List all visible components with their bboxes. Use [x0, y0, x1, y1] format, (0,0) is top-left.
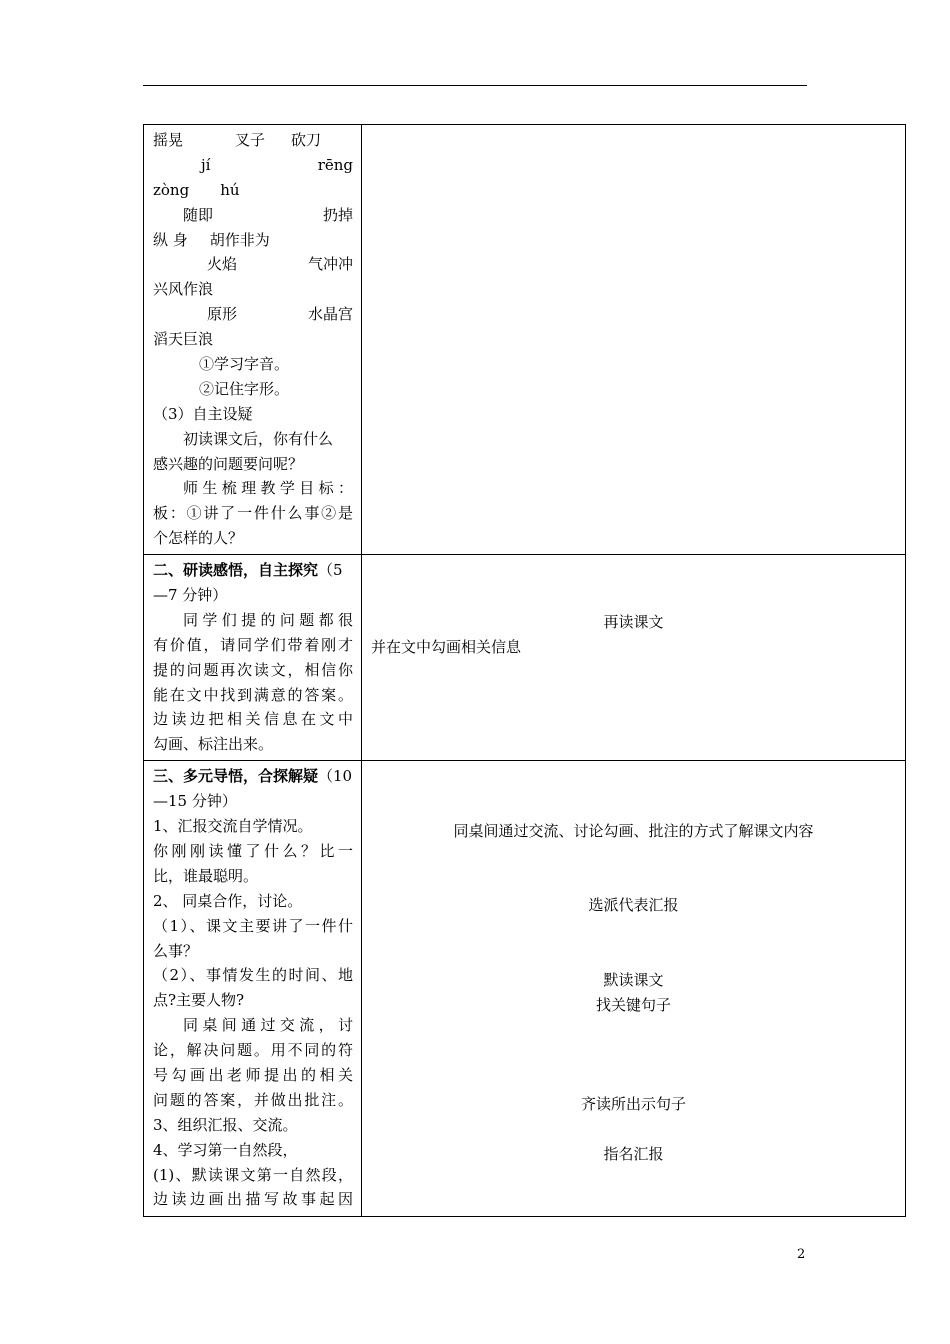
vocab-word: 摇晃 [153, 131, 184, 149]
paragraph-line: 号勾画出老师提出的相关 [153, 1065, 353, 1084]
student-activity-text: 齐读所出示句子 [580, 1095, 686, 1114]
paragraph-line: 3、组织汇报、交流。 [153, 1115, 298, 1134]
paragraph-line: (1)、默读课文第一自然段， [153, 1165, 353, 1184]
vocab-line [153, 203, 353, 228]
student-activity-text: 默读课文 [603, 971, 664, 990]
student-activity-text: 同桌间通过交流、讨论勾画、批注的方式了解课文内容 [453, 822, 814, 841]
vocab-word: 水晶宫 [307, 305, 353, 324]
teacher-activity-cell [144, 555, 362, 761]
vocab-line [153, 327, 353, 352]
pinyin-line [153, 153, 353, 178]
section-heading [153, 764, 353, 789]
table-row [144, 555, 906, 761]
paragraph-line: 个怎样的人？ [153, 529, 244, 548]
section-heading-time: （10 [318, 767, 353, 786]
table-row [144, 761, 906, 1217]
paragraph-line: 有价值，请同学们带着刚才 [153, 635, 353, 654]
paragraph-line: 问题的答案，并做出批注。 [153, 1090, 353, 1109]
pinyin: rēng [317, 155, 353, 174]
section-heading [153, 558, 353, 583]
pinyin: hú [220, 180, 240, 199]
section-heading-title: 三、多元导悟，合探解疑 [153, 767, 319, 786]
paragraph-line: 4、学习第一自然段， [153, 1140, 298, 1159]
paragraph-line: （1）、课文主要讲了一件什 [153, 916, 353, 935]
paragraph-line: （2）、事情发生的时间、地 [153, 966, 353, 985]
vocab-line [153, 128, 353, 153]
paragraph-line: 同桌间通过交流，讨 [183, 1016, 353, 1035]
student-activity-cell [362, 761, 906, 1217]
teacher-activity-cell [144, 761, 362, 1217]
vocab-word: 砍刀 [291, 131, 322, 149]
page-number: 2 [797, 1247, 806, 1262]
section-heading-time: —7 分钟） [153, 586, 228, 605]
paragraph-line: 能在文中找到满意的答案。 [153, 685, 353, 704]
paragraph-line: 初读课文后，你有什么 [183, 429, 334, 448]
step-text: ①学习字音。 [199, 355, 290, 374]
paragraph-line: 板：①讲了一件什么事②是 [153, 504, 353, 523]
vocab-word: 纵 身 [153, 230, 188, 249]
student-activity-text: 指名汇报 [603, 1145, 664, 1164]
pinyin: jí [201, 155, 211, 174]
paragraph-line: 么事？ [153, 941, 199, 960]
lesson-plan-table [143, 124, 906, 1217]
section-heading-time: （5 [318, 561, 343, 580]
paragraph-line: 1、汇报交流自学情况。 [153, 817, 313, 836]
student-activity-cell [362, 555, 906, 761]
paragraph-line: 边读边把相关信息在文中 [153, 710, 353, 729]
vocab-word: 扔掉 [322, 205, 353, 224]
paragraph-line: 2、 同桌合作，讨论。 [153, 891, 303, 910]
section-heading-title: 二、研读感悟，自主探究 [153, 561, 319, 580]
vocab-word: 火焰 [207, 255, 238, 274]
paragraph-line: 论，解决问题。用不同的符 [153, 1041, 353, 1060]
vocab-line [153, 252, 353, 277]
vocab-word: 原形 [207, 305, 238, 324]
vocab-line [153, 302, 353, 327]
section-subtitle: （3）自主设疑 [153, 404, 253, 423]
paragraph-line: 勾画、标注出来。 [153, 735, 274, 754]
vocab-word: 兴风作浪 [153, 280, 214, 299]
section-heading-time: —15 分钟） [153, 792, 237, 811]
header-rule [143, 85, 807, 86]
paragraph-line: 同学们提的问题都很 [183, 610, 353, 629]
vocab-word: 气冲冲 [307, 255, 353, 274]
vocab-word: 随即 [183, 205, 214, 224]
student-activity-text: 再读课文 [603, 613, 664, 632]
paragraph-line: 比，谁最聪明。 [153, 866, 259, 885]
student-activity-text: 并在文中勾画相关信息 [371, 638, 522, 657]
paragraph-line: 边读边画出描写故事起因 [153, 1190, 353, 1209]
step-text: ②记住字形。 [199, 379, 290, 398]
vocab-word: 滔天巨浪 [153, 330, 214, 349]
paragraph-line: 点?主要人物? [153, 991, 245, 1010]
vocab-word: 叉子 [235, 131, 266, 149]
student-activity-text: 找关键句子 [595, 996, 671, 1015]
paragraph-line: 感兴趣的问题要问呢？ [153, 454, 304, 473]
student-activity-text: 选派代表汇报 [588, 896, 679, 915]
vocab-line [153, 277, 353, 302]
paragraph-line: 师生梳理教学目标： [183, 479, 353, 498]
vocab-line [153, 228, 353, 253]
student-activity-cell [362, 125, 906, 555]
pinyin-line [153, 178, 353, 203]
paragraph-line: 提的问题再次读文，相信你 [153, 660, 353, 679]
teacher-activity-cell [144, 125, 362, 555]
pinyin: zòng [153, 180, 190, 199]
table-row [144, 125, 906, 555]
vocab-word: 胡作非为 [209, 230, 270, 249]
paragraph-line: 你刚刚读懂了什么？比一 [153, 841, 353, 860]
